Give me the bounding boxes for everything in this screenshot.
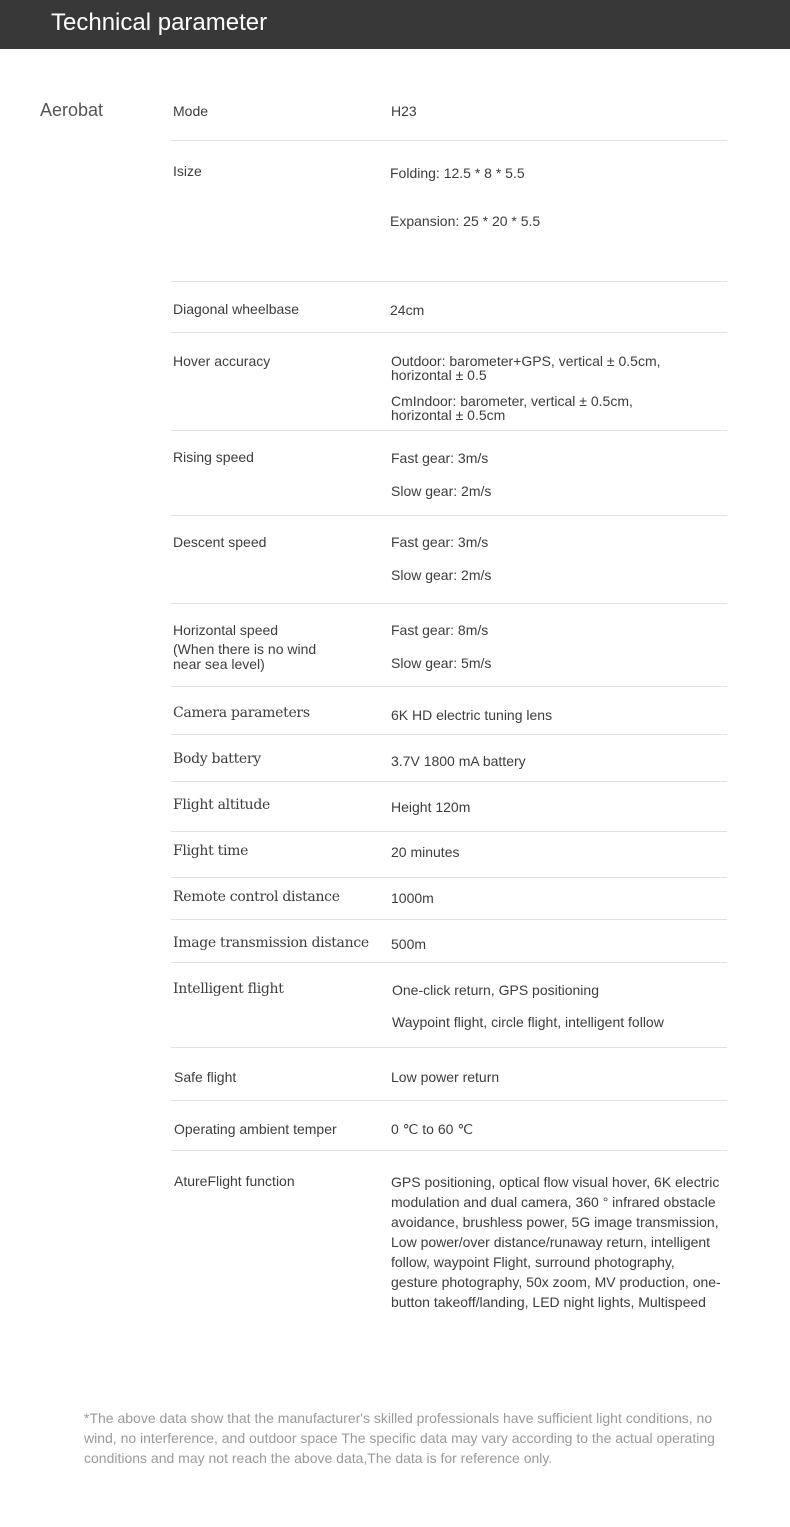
spec-label-flight-time: Flight time — [173, 843, 249, 859]
spec-label-intelligent-flight: Intelligent flight — [173, 981, 284, 997]
spec-label-rising-speed: Rising speed — [173, 449, 254, 465]
spec-sublabel-horizontal-speed: (When there is no wind near sea level) — [173, 641, 317, 672]
page-header — [0, 0, 790, 49]
spec-label-remote-distance: Remote control distance — [173, 889, 340, 905]
divider — [171, 686, 727, 687]
spec-value-horizontal-slow: Slow gear: 5m/s — [391, 655, 492, 671]
spec-label-battery: Body battery — [173, 751, 261, 767]
divider — [171, 919, 727, 920]
spec-label-temperature: Operating ambient temper — [174, 1121, 337, 1137]
spec-value-rising-fast: Fast gear: 3m/s — [391, 450, 489, 466]
spec-value-intelligent-2: Waypoint flight, circle flight, intelligent follow — [392, 1014, 664, 1030]
spec-value-intelligent-1: One-click return, GPS positioning — [392, 982, 599, 998]
divider — [171, 1047, 727, 1048]
spec-label-horizontal-speed: Horizontal speed — [173, 622, 279, 638]
spec-value-functions: GPS positioning, optical flow visual hover, 6K electric modulation and dual camera, 360 ° infrared obstacle avoidance, brushless power, 5G image transmission, Low power/over distance/runaway return, intelligent follow, waypoint Flight, surround photography, gesture photography, 50x zoom, MV production, one-button takeoff/landing, LED night lights, Multispeed — [391, 1174, 721, 1310]
spec-label-altitude: Flight altitude — [173, 797, 271, 813]
divider — [171, 877, 727, 878]
divider — [171, 734, 727, 735]
spec-value-hover-indoor: CmIndoor: barometer, vertical ± 0.5cm, horizontal ± 0.5cm — [391, 393, 633, 423]
divider — [171, 831, 727, 832]
spec-value-transmission-distance: 500m — [391, 936, 427, 952]
spec-value-wheelbase: 24cm — [390, 302, 425, 318]
spec-value-horizontal-fast: Fast gear: 8m/s — [391, 622, 489, 638]
spec-label-transmission-distance: Image transmission distance — [173, 935, 369, 951]
spec-value-flight-time: 20 minutes — [391, 844, 460, 860]
spec-value-battery: 3.7V 1800 mA battery — [391, 753, 526, 769]
spec-label-mode: Mode — [173, 103, 209, 119]
spec-value-remote-distance: 1000m — [391, 890, 434, 906]
divider — [171, 962, 727, 963]
divider — [171, 140, 727, 141]
disclaimer-footnote: *The above data show that the manufacturer's skilled professionals have sufficient light conditions, no wind, no interference, and outdoor space The specific data may vary according to the actual operating conditions and may not reach the above data,The data is for reference only. — [84, 1410, 715, 1466]
divider — [171, 603, 727, 604]
divider — [171, 281, 727, 282]
spec-value-safe-flight: Low power return — [391, 1069, 500, 1085]
spec-value-size-expansion: Expansion: 25 * 20 * 5.5 — [390, 213, 541, 229]
spec-value-size-folding: Folding: 12.5 * 8 * 5.5 — [390, 165, 525, 181]
divider — [171, 1100, 727, 1101]
spec-value-rising-slow: Slow gear: 2m/s — [391, 483, 492, 499]
divider — [171, 430, 727, 431]
spec-value-hover-outdoor: Outdoor: barometer+GPS, vertical ± 0.5cm, horizontal ± 0.5 — [391, 353, 661, 383]
spec-value-mode: H23 — [391, 103, 417, 119]
spec-value-temperature: 0 ℃ to 60 ℃ — [391, 1121, 474, 1137]
divider — [171, 1150, 727, 1151]
spec-label-safe-flight: Safe flight — [174, 1069, 237, 1085]
spec-label-descent-speed: Descent speed — [173, 534, 267, 550]
divider — [171, 515, 727, 516]
spec-label-functions: AtureFlight function — [174, 1173, 295, 1189]
spec-label-camera: Camera parameters — [173, 705, 310, 721]
divider — [171, 332, 727, 333]
divider — [171, 781, 727, 782]
page-title: Technical parameter — [51, 9, 268, 36]
section-label: Aerobat — [40, 100, 104, 120]
spec-label-hover-accuracy: Hover accuracy — [173, 353, 271, 369]
spec-value-descent-fast: Fast gear: 3m/s — [391, 534, 489, 550]
spec-value-altitude: Height 120m — [391, 799, 471, 815]
spec-value-camera: 6K HD electric tuning lens — [391, 707, 553, 723]
spec-label-wheelbase: Diagonal wheelbase — [173, 301, 300, 317]
spec-value-descent-slow: Slow gear: 2m/s — [391, 567, 492, 583]
spec-label-size: Isize — [173, 163, 202, 179]
